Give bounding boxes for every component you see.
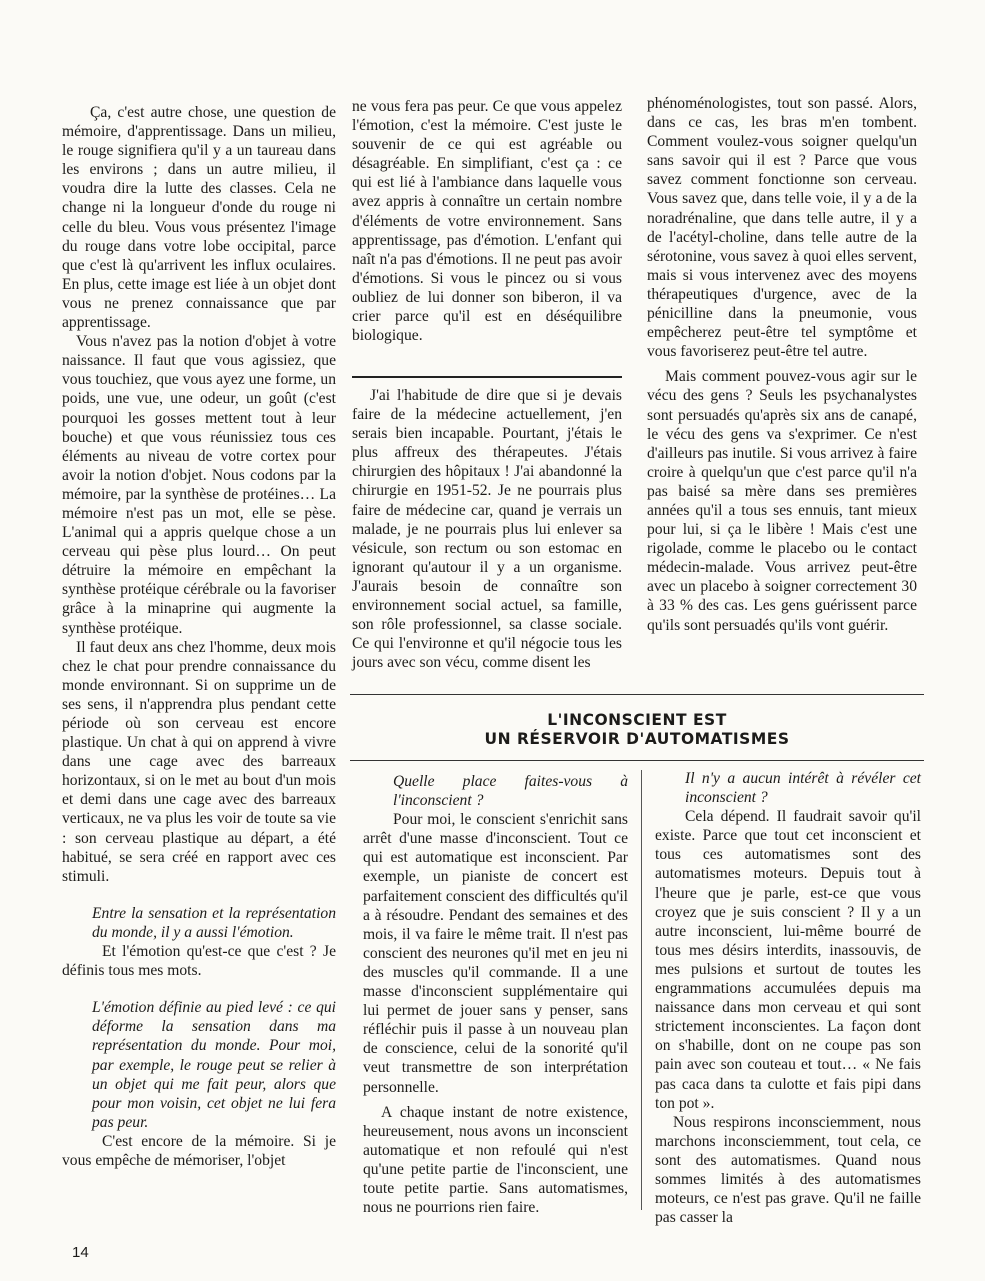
interview-question: Il n'y a aucun intérêt à révéler cet inconscient ? [685, 770, 921, 807]
page-number: 14 [72, 1244, 89, 1261]
column-4 [363, 772, 628, 1217]
paragraph: Pour moi, le conscient s'enrichit sans arrêt d'une masse d'inconscient. Tout ce qui est automatique est inconscient. Par exemple, un pianiste de concert est parfaitement conscient des difficultés qu'il a à résoudre. Pendant des semaines et des mois, il va faire le même trait. Il n'est pas conscient des neurones qu'il met en jeu ni des muscles qu'il commande. Il a une masse d'inconscient supplémentaire qui lui permet de jouer sans y penser, sans réfléchir puis il passe à un nouveau plan de conscience, celui de la sonorité qu'il veut transmettre de son interprétation personnelle. [363, 811, 628, 1096]
interview-question: L'émotion définie au pied levé : ce qui déforme la sensation dans ma représentation du monde. Pour moi, par exemple, le rouge peut se relier à un objet qui me fait peur, alors que pour mon voisin, cet objet ne lui fera pas peur. [92, 999, 336, 1131]
interview-question: Entre la sensation et la représentation du monde, il y a aussi l'émotion. [92, 904, 336, 941]
paragraph: C'est encore de la mémoire. Si je vous empêche de mémoriser, l'objet [62, 1132, 336, 1169]
paragraph: Nous respirons inconsciemment, nous marchons inconsciemment, tout cela, ce sont des automatismes. Quand nous sommes limités à des automatismes moteurs, ce n'est pas grave. Qu'il ne faille pas casser la [655, 1113, 921, 1227]
column-3 [647, 94, 917, 635]
section-title-line-1: L'INCONSCIENT EST [547, 710, 727, 730]
paragraph: Et l'émotion qu'est-ce que c'est ? Je définis tous mes mots. [62, 943, 336, 980]
column-2-divider [352, 376, 622, 378]
paragraph: Ça, c'est autre chose, une question de mémoire, d'apprentissage. Dans un milieu, le rouge signifiera qu'il y a un taureau dans les environs ; dans un autre milieu, il voudra dire la lutte des classes. Cela ne change ni la longueur d'onde du rouge ni celle du bleu. Vous vous présentez l'image du rouge dans votre lobe occipital, parce que c'est là qu'arrivent les influx oculaires. En plus, cette image est liée à un objet dont vous ne prenez connaissance que par apprentissage. [62, 104, 336, 332]
paragraph: Vous n'avez pas la notion d'objet à votre naissance. Il faut que vous agissiez, que vous touchiez, que vous ayez une forme, un poids, une vue, une odeur, un goût (c'est pourquoi les gosses mettent tout à leur bouche) et que vous réunissiez tous ces éléments au niveau de votre cortex pour avoir la notion d'objet. Nous codons par la mémoire, par la synthèse de protéines… La mémoire n'est pas un mot, elle se pèse. L'animal qui a appris quelque chose a un cerveau qui pèse plus lourd… On peut détruire la mémoire en empêchant la synthèse protéique cérébrale ou la favoriser grâce à la minaprine qui augmente la synthèse protéique. [62, 333, 336, 637]
banner-bottom-rule [350, 760, 924, 761]
paragraph: phénoménologistes, tout son passé. Alors, dans ce cas, les bras m'en tombent. Comment voulez-vous soigner quelqu'un sans savoir qui il est ? Parce que vous savez comment fonctionne son cerveau. Vous savez que, dans telle voie, il y a de la noradrénaline, que dans telle autre, il y a de l'acétyl-choline, dans telle autre de la sérotonine, vous savez à quoi elles servent, mais si vous intervenez avec des moyens thérapeutiques d'urgence, avec de la pénicilline dans la pneumonie, vous empêcherez peut-être tel symptôme et vous favoriserez peut-être tel autre. [647, 95, 917, 361]
banner-top-rule [350, 694, 924, 695]
column-1 [62, 103, 336, 1170]
interview-question: Quelle place faites-vous à l'inconscient ? [393, 773, 628, 810]
column-2-lower [352, 386, 622, 672]
paragraph: A chaque instant de notre existence, heureusement, nous avons un inconscient automatique et non refoulé qui n'est qu'une petite partie de l'inconscient, une toute petite partie. Sans automatismes, nous ne pourrions rien faire. [363, 1103, 628, 1217]
column-2 [352, 97, 622, 345]
column-5 [655, 769, 921, 1227]
column-separator [641, 770, 642, 1210]
paragraph: Mais comment pouvez-vous agir sur le vécu des gens ? Seuls les psychanalystes sont persuadés qu'après six ans de canapé, le vécu des gens va s'exprimer. Ce n'est d'ailleurs pas inutile. Si vous arrivez à faire croire à quelqu'un que c'est parce qu'il n'a pas baisé sa mère dans ses premières années qu'il a tous ses ennuis, tant mieux pour lui, si ça le libère ! Mais c'est une rigolade, comme le placebo ou le contact médecin-malade. Vous arrivez peut-être avec un placebo à soigner correctement 30 à 33 % des cas. Les gens guérissent parce qu'ils sont persuadés qu'ils vont guérir. [647, 368, 917, 634]
paragraph: J'ai l'habitude de dire que si je devais faire de la médecine actuellement, j'en serais bien incapable. Pourtant, j'étais le plus affreux des thérapeutes. J'étais chirurgien des hôpitaux ! J'ai abandonné la chirurgie en 1951-52. Je ne pourrais plus faire de médecine car, quand je verrais un malade, je ne pourrais plus lui enlever sa vésicule, son rectum ou son estomac en ignorant qu'autour il y a un organisme. J'aurais besoin de connaître son environnement social actuel, sa famille, son rôle professionnel, sa classe sociale. Ce qui l'environne et qu'il négocie tous les jours avec son vécu, comme disent les [352, 387, 622, 672]
paragraph: Cela dépend. Il faudrait savoir qu'il existe. Parce que tout cet inconscient et tous ces automatismes sont des automatismes moteurs. Depuis tout à l'heure que je parle, est-ce que vous croyez que je suis conscient ? Il y a un autre inconscient, lui-même bourré de tous mes désirs interdits, inassouvis, de mes pulsions et surtout de toutes les engrammations accumulées depuis ma naissance dans mon cerveau et qui sont strictement inconscientes. La façon dont on s'habille, dont on ne coupe pas son pain avec son couteau et tout… « Ne fais pas caca dans ta culotte et fais pipi dans ton pot ». [655, 808, 921, 1112]
paragraph: ne vous fera pas peur. Ce que vous appelez l'émotion, c'est la mémoire. C'est juste le souvenir de ce qui est agréable ou désagréable. En simplifiant, c'est ça : ce qui est lié à l'ambiance dans laquelle vous avez appris à connaître un certain nombre d'éléments de votre environnement. Sans apprentissage, pas d'émotion. L'enfant qui naît n'a pas d'émotions. Il ne peut pas avoir d'émotions. Si vous le pincez ou si vous oubliez de lui donner son biberon, il va crier parce qu'il est en déséquilibre biologique. [352, 98, 622, 345]
paragraph: Il faut deux ans chez l'homme, deux mois chez le chat pour prendre connaissance du monde environnant. Si on supprime un de ses sens, il n'apprendra plus pendant cette période où son cerveau est encore plastique. Un chat à qui on apprend à vivre dans une cage avec des barreaux horizontaux, si on le met au bout d'un mois et demi dans une cage avec des barreaux verticaux, ne va plus les voir de toute sa vie : son cerveau plastique au départ, a été habitué, se sera créé en rapport avec ces stimuli. [62, 638, 336, 885]
section-title-line-2: UN RÉSERVOIR D'AUTOMATISMES [484, 729, 790, 749]
section-banner [350, 694, 924, 766]
